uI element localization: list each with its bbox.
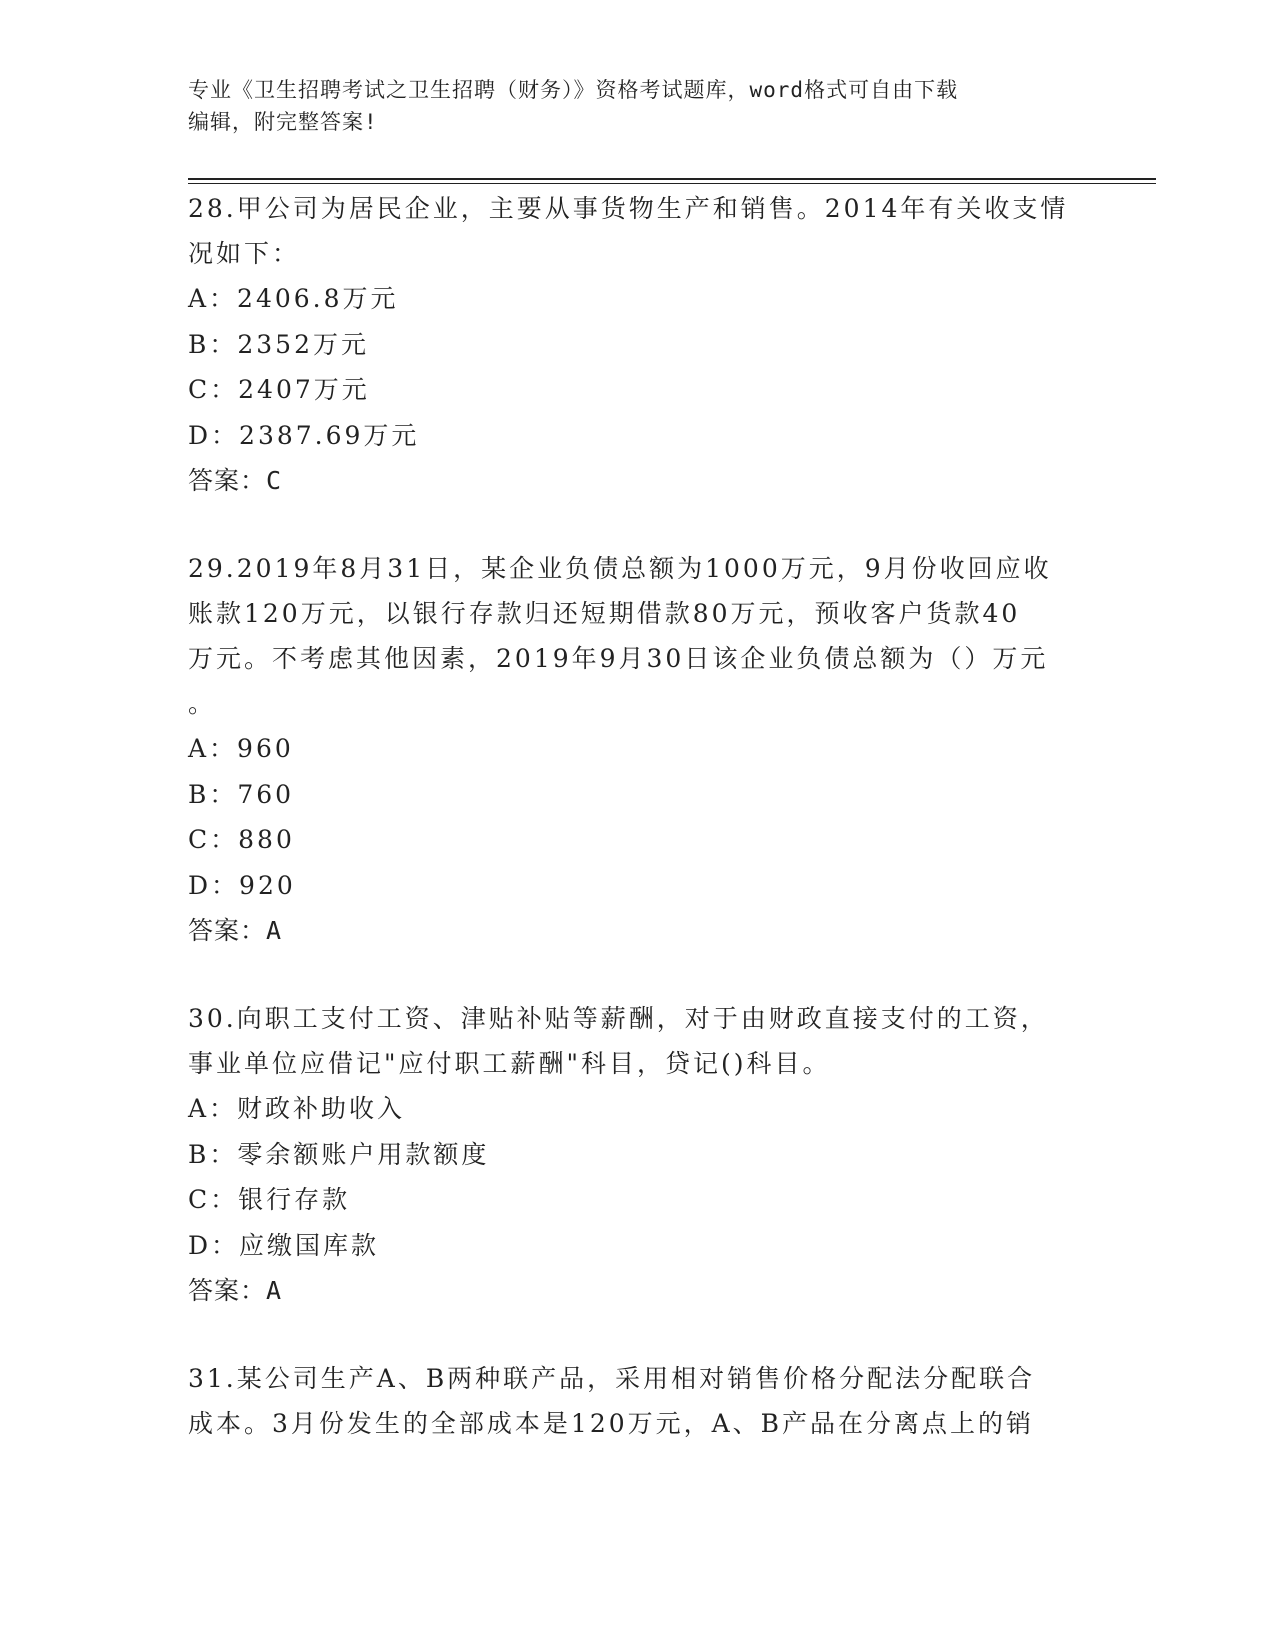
option-d: D：应缴国库款 xyxy=(188,1230,380,1260)
question-stem-line: 29.2019年8月31日，某企业负债总额为1000万元，9月份收回应收 xyxy=(188,554,1052,583)
document-header xyxy=(188,74,1068,138)
option-a: A：财政补助收入 xyxy=(188,1094,406,1123)
option-b: B：760 xyxy=(188,779,295,809)
option-d: D：920 xyxy=(188,870,296,900)
question-29 xyxy=(188,546,1088,953)
option-c: C：880 xyxy=(188,825,295,854)
answer-label: 答案： xyxy=(188,466,267,495)
question-stem-line: 万元。不考虑其他因素，2019年9月30日该企业负债总额为（）万元 xyxy=(188,644,1049,673)
question-stem-line: 30.向职工支付工资、津贴补贴等薪酬，对于由财政直接支付的工资， xyxy=(188,1004,1049,1033)
option-b: B：零余额账户用款额度 xyxy=(188,1139,490,1169)
question-stem-line: 账款120万元，以银行存款归还短期借款80万元，预收客户货款40 xyxy=(188,599,1021,628)
question-31 xyxy=(188,1356,1088,1446)
answer-value: A xyxy=(266,1276,283,1305)
question-stem-line: 31.某公司生产A、B两种联产品，采用相对销售价格分配法分配联合 xyxy=(188,1364,1036,1393)
option-b: B：2352万元 xyxy=(188,329,369,359)
header-line-1: 专业《卫生招聘考试之卫生招聘（财务）》资格考试题库，word格式可自由下载 xyxy=(188,78,959,102)
option-c: C：银行存款 xyxy=(188,1185,351,1214)
answer xyxy=(188,908,1088,953)
option-c: C：2407万元 xyxy=(188,375,370,404)
question-28 xyxy=(188,186,1088,503)
header-line-2: 编辑，附完整答案! xyxy=(188,110,378,134)
answer-label: 答案： xyxy=(188,916,267,945)
question-stem-line: 成本。3月份发生的全部成本是120万元，A、B产品在分离点上的销 xyxy=(188,1409,1035,1438)
answer-value: C xyxy=(266,466,283,495)
option-a: A：960 xyxy=(188,734,294,763)
answer-value: A xyxy=(266,916,283,945)
question-stem-line: 。 xyxy=(188,689,217,718)
question-30 xyxy=(188,996,1088,1313)
option-d: D：2387.69万元 xyxy=(188,420,420,450)
answer-label: 答案： xyxy=(188,1276,267,1305)
header-divider-thin xyxy=(188,183,1156,184)
question-stem-line: 况如下： xyxy=(188,239,301,268)
question-stem-line: 28.甲公司为居民企业，主要从事货物生产和销售。2014年有关收支情 xyxy=(188,194,1069,223)
option-a: A：2406.8万元 xyxy=(188,284,399,313)
header-divider-thick xyxy=(188,178,1156,180)
answer xyxy=(188,1268,1088,1313)
answer xyxy=(188,458,1088,503)
question-stem-line: 事业单位应借记"应付职工薪酬"科目，贷记()科目。 xyxy=(188,1049,831,1078)
